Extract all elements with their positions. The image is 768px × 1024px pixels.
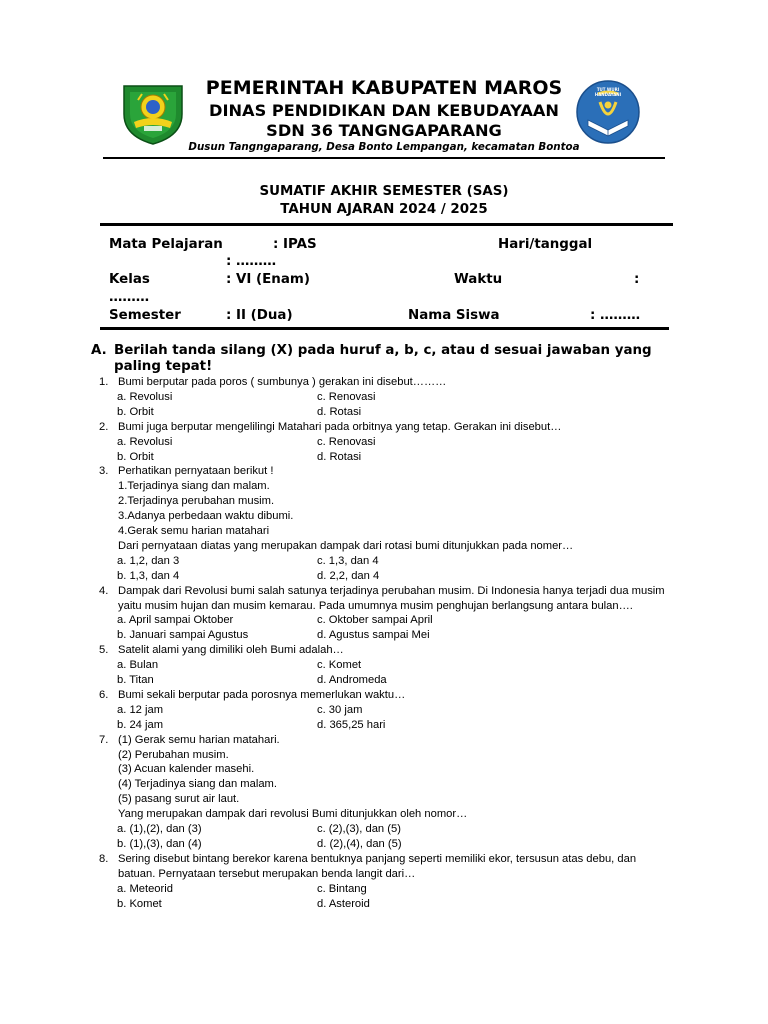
question-text: yaitu musim hujan dan musim kemarau. Pada umumnya musim penghujan berlangsung antara bulan…. [118,599,633,612]
waktu-label: Waktu [454,272,503,287]
answer-option[interactable]: d. 365,25 hari [317,718,386,731]
mapel-label: Mata Pelajaran [109,237,223,252]
question-text: Sering disebut bintang berekor karena bentuknya panjang seperti memiliki ekor, tersusun atas debu, dan [118,852,637,865]
answer-option[interactable]: b. Orbit [117,450,154,463]
semester-label: Semester [109,308,181,323]
hari-value: : ……… [226,254,277,269]
answer-option[interactable]: d. Asteroid [317,897,370,910]
answer-option[interactable]: b. Januari sampai Agustus [117,629,249,642]
question-text: (3) Acuan kalender masehi. [118,763,255,776]
question-list [0,375,768,915]
question-number: 3. [99,465,109,478]
kelas-value: : VI (Enam) [226,272,310,287]
answer-option[interactable]: a. 12 jam [117,703,164,716]
question-number: 4. [99,584,109,597]
question-text: (2) Perubahan musim. [118,748,229,761]
question-text: Perhatikan pernyataan berikut ! [118,465,274,478]
question-text: Bumi berputar pada poros ( sumbunya ) gerakan ini disebut……… [118,376,447,388]
answer-option[interactable]: c. Oktober sampai April [317,614,433,627]
logo-motto-text: TUT WURI HANDAYANI [594,87,622,97]
answer-option[interactable]: a. (1),(2), dan (3) [117,823,202,835]
question-number: 8. [99,852,109,865]
question-text: Bumi sekali berputar pada porosnya memerlukan waktu… [118,688,406,701]
waktu-colon: : [634,272,640,287]
answer-option[interactable]: b. Komet [117,897,162,910]
academic-year: TAHUN AJARAN 2024 / 2025 [280,202,488,217]
question-text: (1) Gerak semu harian matahari. [118,733,280,746]
answer-option[interactable]: a. Revolusi [117,390,173,403]
answer-option[interactable]: d. Agustus sampai Mei [317,629,430,642]
question-number: 2. [99,420,109,433]
letterhead-divider [103,157,665,159]
question-text: Dari pernyataan diatas yang merupakan dampak dari rotasi bumi ditunjukkan pada nomer… [118,539,574,552]
answer-option[interactable]: d. 2,2, dan 4 [317,569,380,582]
question-text: 1.Terjadinya siang dan malam. [118,480,270,493]
kelas-label: Kelas [109,272,150,287]
question-text: (5) pasang surut air laut. [118,793,240,806]
answer-option[interactable]: c. Renovasi [317,390,376,403]
answer-option[interactable]: b. 24 jam [117,718,164,731]
answer-option[interactable]: b. (1),(3), dan (4) [117,837,202,850]
answer-option[interactable]: c. (2),(3), dan (5) [317,823,401,835]
info-top-rule [100,223,673,226]
question-number: 7. [99,733,109,746]
answer-option[interactable]: b. Orbit [117,405,154,418]
letterhead-line2: DINAS PENDIDIKAN DAN KEBUDAYAAN [209,101,559,120]
answer-option[interactable]: b. 1,3, dan 4 [117,569,180,582]
answer-option[interactable]: c. Bintang [317,882,367,895]
answer-option[interactable]: a. 1,2, dan 3 [117,554,180,567]
section-a-prefix: A. [91,343,107,358]
question-text: Yang merupakan dampak dari revolusi Bumi ditunjukkan oleh nomor… [118,808,468,821]
section-a-instruction-line1: Berilah tanda silang (X) pada huruf a, b, c, atau d sesuai jawaban yang [114,343,652,358]
semester-value: : II (Dua) [226,308,293,323]
question-number: 5. [99,644,109,657]
question-text: Satelit alami yang dimiliki oleh Bumi adalah… [118,644,344,657]
exam-title: SUMATIF AKHIR SEMESTER (SAS) [259,184,509,199]
question-text: Bumi juga berputar mengelilingi Matahari pada orbitnya yang tetap. Gerakan ini disebut… [118,420,562,433]
info-bottom-rule [100,327,669,330]
question-text: (4) Terjadinya siang dan malam. [118,778,277,791]
nama-siswa-label: Nama Siswa [408,308,500,323]
answer-option[interactable]: c. Komet [317,659,362,672]
mapel-value: : IPAS [273,237,317,252]
answer-option[interactable]: b. Titan [117,674,154,686]
answer-option[interactable]: c. 30 jam [317,703,363,716]
hari-label: Hari/tanggal [498,237,593,252]
answer-option[interactable]: d. Rotasi [317,450,362,463]
question-text: batuan. Pernyataan tersebut merupakan benda langit dari… [118,867,416,880]
letterhead-line1: PEMERINTAH KABUPATEN MAROS [205,77,563,99]
question-text: 2.Terjadinya perubahan musim. [118,495,275,508]
school-name: SDN 36 TANGNGAPARANG [266,121,502,140]
answer-option[interactable]: d. Rotasi [317,405,362,418]
answer-option[interactable]: a. April sampai Oktober [117,614,234,627]
question-text: 3.Adanya perbedaan waktu dibumi. [118,510,294,523]
answer-option[interactable]: a. Meteorid [117,882,173,895]
question-number: 6. [99,688,109,701]
nama-siswa-value: : ……… [590,308,641,323]
school-address: Dusun Tangngaparang, Desa Bonto Lempangan, kecamatan Bontoa [188,141,580,153]
answer-option[interactable]: c. 1,3, dan 4 [317,554,379,567]
answer-option[interactable]: c. Renovasi [317,435,376,448]
waktu-value: ……… [109,290,150,305]
answer-option[interactable]: a. Bulan [117,659,159,672]
answer-option[interactable]: d. Andromeda [317,674,387,686]
section-a-instruction-line2: paling tepat! [114,359,213,374]
question-number: 1. [99,376,109,388]
answer-option[interactable]: d. (2),(4), dan (5) [317,837,402,850]
question-text: 4.Gerak semu harian matahari [118,525,270,537]
question-text: Dampak dari Revolusi bumi salah satunya terjadinya perubahan musim. Di Indonesia hanya terjadi dua musim [118,584,665,597]
answer-option[interactable]: a. Revolusi [117,435,173,448]
